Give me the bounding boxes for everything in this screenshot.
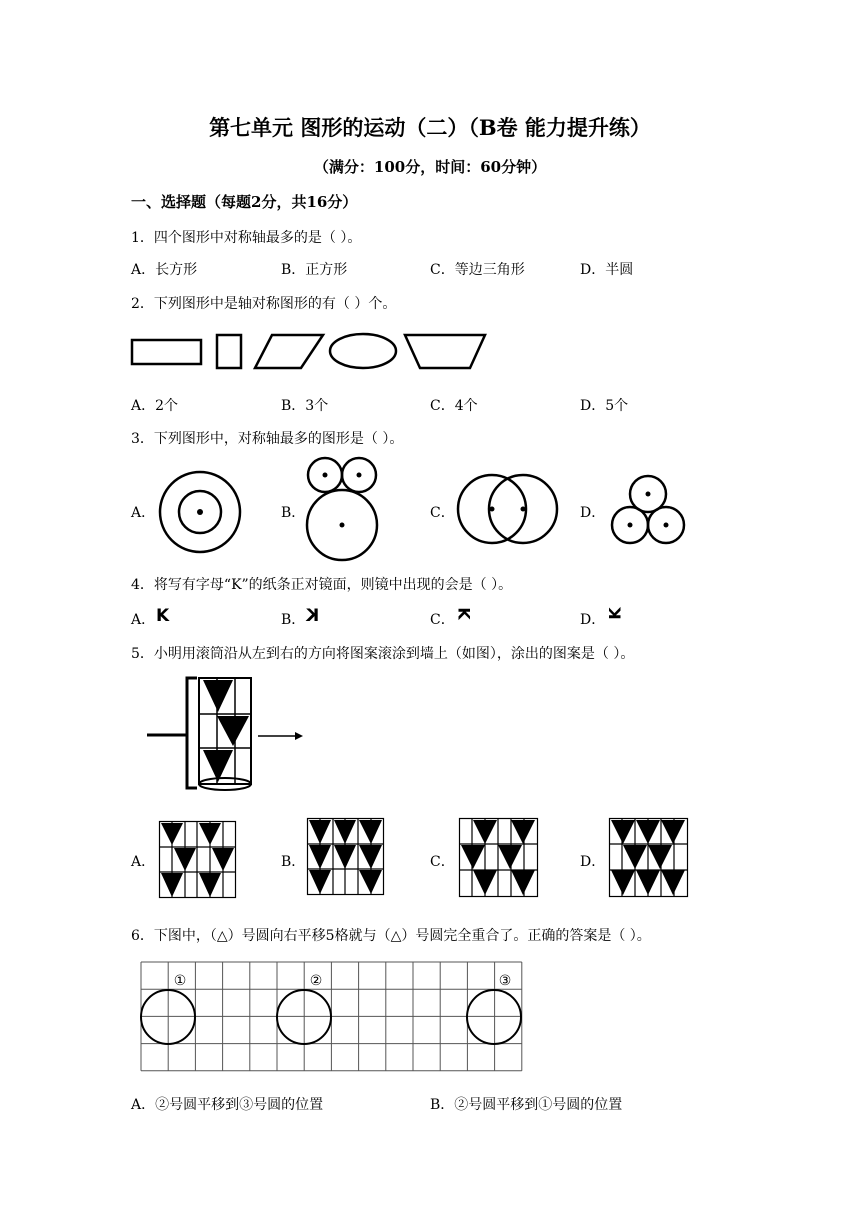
q3-figure-a [158, 470, 242, 554]
q1-option-c[interactable]: C．等边三角形 [430, 262, 525, 278]
q5-option-b[interactable]: B． [281, 854, 306, 870]
q3-option-c[interactable]: C． [430, 505, 455, 521]
circle-label-2: ② [309, 973, 323, 989]
q4-glyph-c: K [454, 607, 474, 620]
q4-option-a[interactable]: A． [131, 612, 156, 628]
q5-pattern-a [159, 821, 237, 899]
q2-option-b[interactable]: B．3个 [281, 398, 329, 414]
section-heading: 一、选择题（每题2分，共16分） [131, 193, 358, 211]
q2-option-d[interactable]: D．5个 [580, 398, 629, 414]
q3-figure-c [456, 475, 560, 545]
q4-option-d[interactable]: D． [580, 612, 606, 628]
q4-glyph-d: K [605, 607, 625, 620]
q5-option-a[interactable]: A． [131, 854, 156, 870]
q5-pattern-c [459, 818, 539, 898]
rectangle-shape [132, 340, 201, 364]
q5-option-c[interactable]: C． [430, 854, 455, 870]
q3-figure-b [305, 456, 381, 562]
q3-option-a[interactable]: A． [131, 505, 156, 521]
q5-pattern-d [609, 818, 689, 898]
question-3: 3．下列图形中，对称轴最多的图形是（ ）。 [131, 431, 404, 447]
q6-grid-figure [141, 962, 523, 1072]
square-shape [217, 335, 241, 368]
q1-option-d[interactable]: D．半圆 [580, 262, 634, 278]
q4-glyph-a: K [156, 606, 170, 626]
q1-option-b[interactable]: B．正方形 [281, 262, 348, 278]
circle-3 [467, 990, 521, 1044]
parallelogram-shape [255, 335, 323, 368]
ellipse-shape [330, 334, 396, 368]
question-4: 4．将写有字母“K”的纸条正对镜面，则镜中出现的会是（ ）。 [131, 577, 513, 593]
question-5: 5．小明用滚筒沿从左到右的方向将图案滚涂到墙上（如图），涂出的图案是（ ）。 [131, 646, 635, 662]
page-title: 第七单元 图形的运动（二）（B卷 能力提升练） [209, 115, 651, 140]
q5-option-d[interactable]: D． [580, 854, 606, 870]
q2-option-c[interactable]: C．4个 [430, 398, 478, 414]
q6-option-a[interactable]: A．②号圆平移到③号圆的位置 [131, 1097, 324, 1113]
trapezoid-shape [405, 335, 485, 368]
q3-option-b[interactable]: B． [281, 505, 306, 521]
q4-option-b[interactable]: B． [281, 612, 306, 628]
q4-option-c[interactable]: C． [430, 612, 455, 628]
q2-option-a[interactable]: A．2个 [131, 398, 179, 414]
q3-figure-d [610, 474, 688, 546]
roller-figure [145, 674, 305, 794]
q3-option-d[interactable]: D． [580, 505, 606, 521]
question-6: 6．下图中，（△）号圆向右平移5格就与（△）号圆完全重合了。正确的答案是（ ）。 [131, 928, 651, 944]
question-1: 1．四个图形中对称轴最多的是（ ）。 [131, 230, 362, 246]
question-2: 2．下列图形中是轴对称图形的有（ ）个。 [131, 296, 397, 312]
q6-option-b[interactable]: B．②号圆平移到①号圆的位置 [430, 1097, 623, 1113]
q1-option-a[interactable]: A．长方形 [131, 262, 198, 278]
page-subtitle: （满分：100分，时间：60分钟） [313, 158, 547, 176]
circle-label-3: ③ [498, 973, 512, 989]
q4-glyph-b: K [306, 606, 320, 626]
circle-label-1: ① [173, 973, 187, 989]
q5-pattern-b [307, 818, 385, 896]
q2-shapes-figure [130, 332, 490, 372]
